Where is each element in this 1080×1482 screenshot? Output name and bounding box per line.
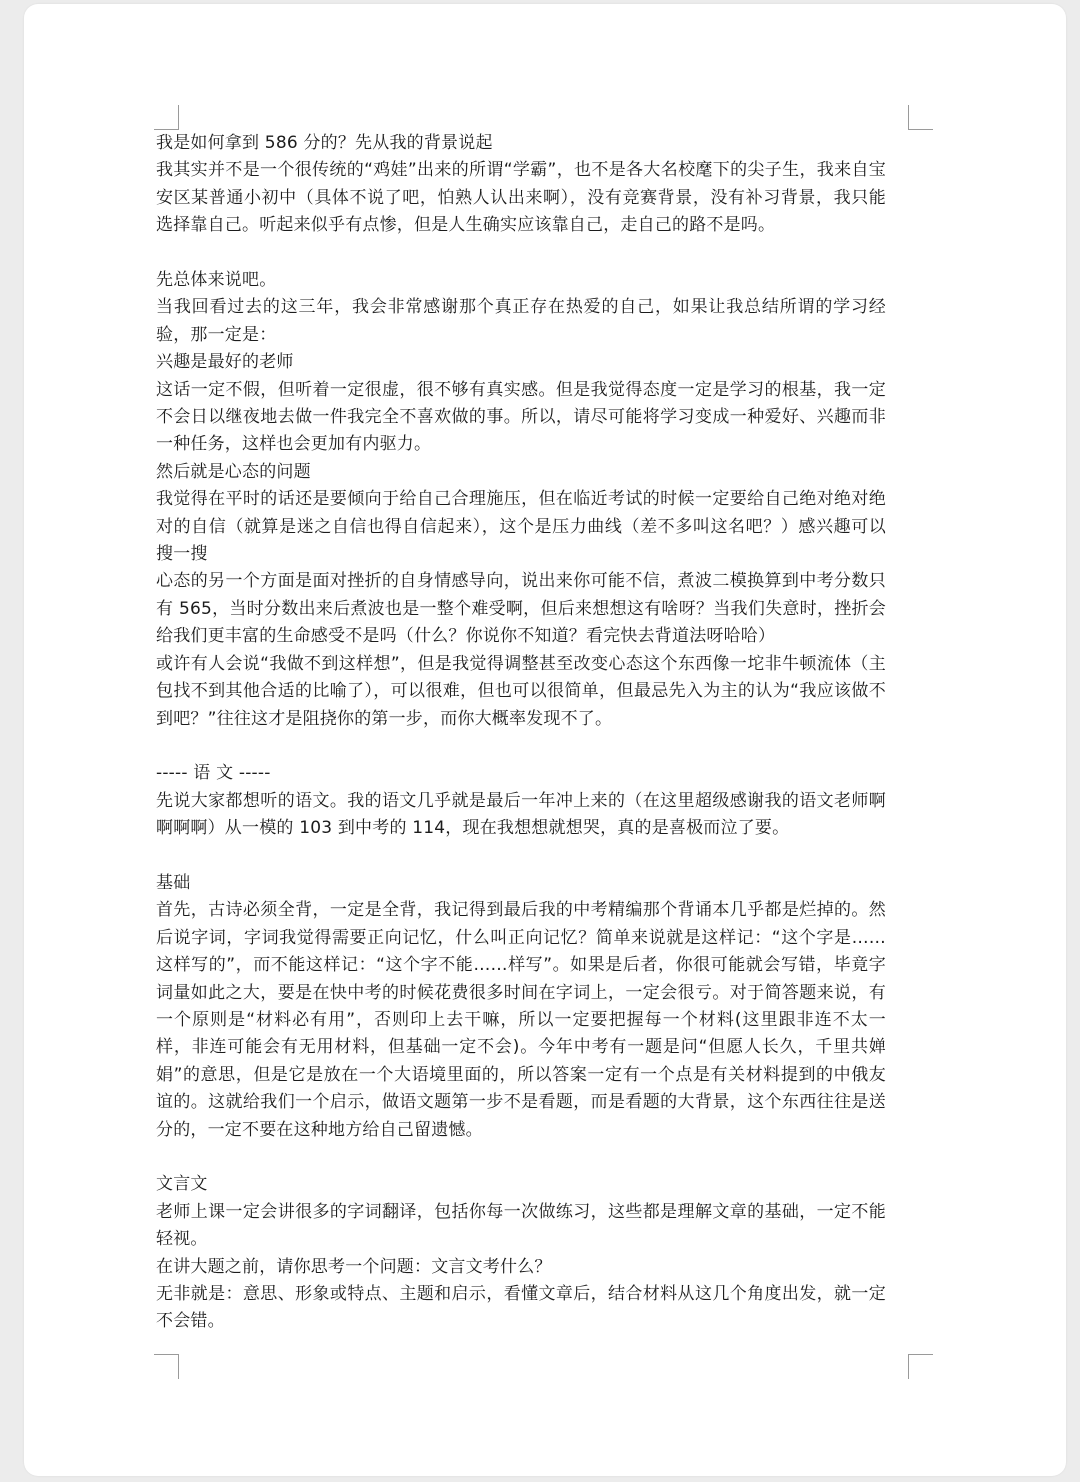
corner-mark-top-left: [154, 105, 179, 130]
blank-line: [156, 733, 886, 760]
mindset-paragraph-1: 我觉得在平时的话还是要倾向于给自己合理施压，但在临近考试的时候一定要给自己绝对绝对绝对的自信（就算是迷之自信也得自信起来），这个是压力曲线（差不多叫这名吧？）感兴趣可以搜一搜: [156, 489, 886, 565]
classical-paragraph-2: 在讲大题之前，请你思考一个问题：文言文考什么？: [156, 1256, 552, 1277]
corner-mark-top-right: [908, 105, 933, 130]
blank-line: [156, 1144, 886, 1171]
document-body: [156, 130, 886, 1336]
corner-mark-bottom-left: [154, 1354, 179, 1379]
classical-paragraph-3: 无非就是：意思、形象或特点、主题和启示，看懂文章后，结合材料从这几个角度出发，就一定不会错。: [156, 1284, 886, 1332]
chinese-intro-paragraph: 先说大家都想听的语文。我的语文几乎就是最后一年冲上来的（在这里超级感谢我的语文老师啊啊啊啊）从一模的 103 到中考的 114，现在我想想就想哭，真的是喜极而泣了要。: [156, 790, 886, 839]
corner-mark-bottom-right: [908, 1354, 933, 1379]
title-line: 我是如何拿到 586 分的？先从我的背景说起: [156, 133, 493, 153]
interest-paragraph: 这话一定不假，但听着一定很虚，很不够有真实感。但是我觉得态度一定是学习的根基，我一定不会日以继夜地去做一件我完全不喜欢做的事。所以，请尽可能将学习变成一种爱好、兴趣而非一种任务，这样也会更加有内驱力。: [156, 379, 886, 455]
mindset-paragraph-2: 心态的另一个方面是面对挫折的自身情感导向，说出来你可能不信，煮波二模换算到中考分数只有 565，当时分数出来后煮波也是一整个难受啊，但后来想想这有啥呀？当我们失意时，挫折会给我们更丰富的生命感受不是吗（什么？你说你不知道？看完快去背道法呀哈哈）: [156, 571, 886, 647]
background-paragraph: 我其实并不是一个很传统的“鸡娃”出来的所谓“学霸”，也不是各大名校麾下的尖子生，我来自宝安区某普通小初中（具体不说了吧，怕熟人认出来啊），没有竞赛背景，没有补习背景，我只能选择靠自己。听起来似乎有点惨，但是人生确实应该靠自己，走自己的路不是吗。: [156, 160, 886, 236]
basics-paragraph: 首先，古诗必须全背，一定是全背，我记得到最后我的中考精编那个背诵本几乎都是烂掉的。然后说字词，字词我觉得需要正向记忆，什么叫正向记忆？简单来说就是这样记：“这个字是……这样写的”，而不能这样记：“这个字不能……样写”。如果是后者，你很可能就会写错，毕竟字词量如此之大，要是在快中考的时候花费很多时间在字词上，一定会很亏。对于简答题来说，有一个原则是“材料必有用”，否则印上去干嘛，所以一定要把握每一个材料(这里跟非连不太一样，非连可能会有无用材料，但基础一定不会)。今年中考有一题是问“但愿人长久，千里共婵娟”的意思，但是它是放在一个大语境里面的，所以答案一定有一个点是有关材料提到的中俄友谊的。这就给我们一个启示，做语文题第一步不是看题，而是看题的大背景，这个东西往往是送分的，一定不要在这种地方给自己留遗憾。: [156, 900, 886, 1140]
chinese-section-divider: ----- 语 文 -----: [156, 763, 271, 784]
overview-paragraph: 当我回看过去的这三年，我会非常感谢那个真正存在热爱的自己，如果让我总结所谓的学习经验，那一定是：: [156, 297, 886, 345]
blank-line: [156, 240, 886, 267]
interest-heading: 兴趣是最好的老师: [156, 352, 294, 373]
blank-line: [156, 843, 886, 870]
mindset-heading: 然后就是心态的问题: [156, 461, 311, 482]
classical-paragraph-1: 老师上课一定会讲很多的字词翻译，包括你每一次做练习，这些都是理解文章的基础，一定不能轻视。: [156, 1201, 886, 1250]
mindset-paragraph-3: 或许有人会说“我做不到这样想”，但是我觉得调整甚至改变心态这个东西像一坨非牛顿流体（主包找不到其他合适的比喻了），可以很难，但也可以很简单，但最忌先入为主的认为“我应该做不到吧？”往往这才是阻挠你的第一步，而你大概率发现不了。: [156, 653, 886, 729]
classical-chinese-heading: 文言文: [156, 1174, 208, 1195]
overview-heading: 先总体来说吧。: [156, 270, 277, 291]
basics-heading: 基础: [156, 872, 191, 893]
